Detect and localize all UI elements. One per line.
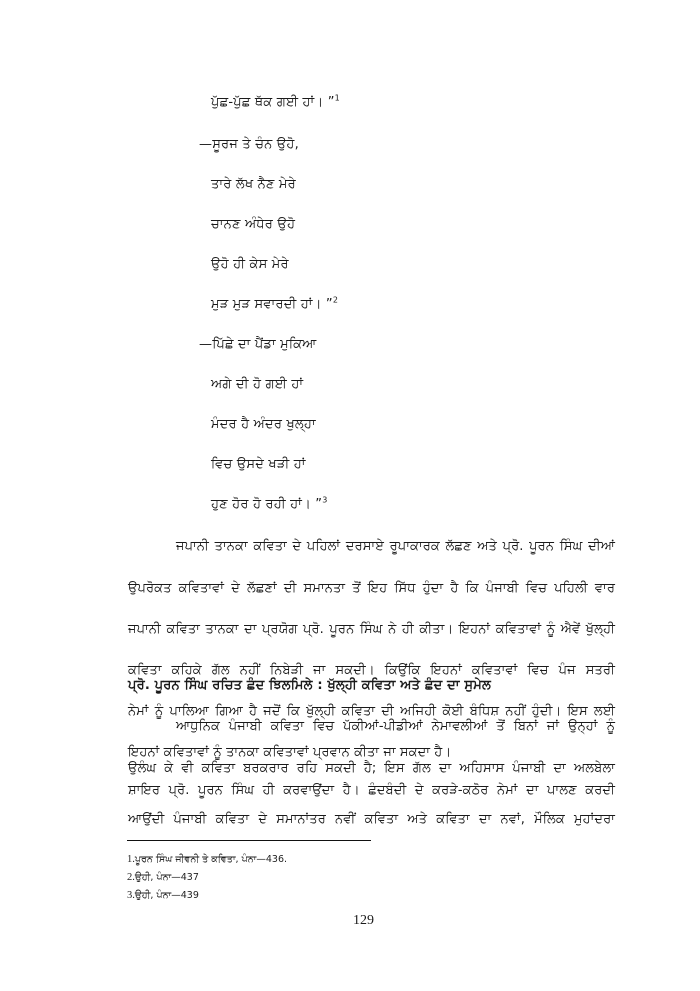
- footnote-2: [127, 871, 199, 884]
- footnote-reference[interactable]: 2: [332, 295, 339, 305]
- poem-line-text: ਚਾਨਣ ਅੰਧੇਰ ਉਹੋ: [211, 217, 296, 232]
- footnote-text: ਪੂਰਨ ਸਿੰਘ ਜੀਵਨੀ ਤੇ ਕਵਿਤਾ, ਪੰਨਾ—436.: [134, 854, 288, 865]
- paragraph-line: ਇਹਨਾਂ ਕਵਿਤਾਵਾਂ ਨੂੰ ਤਾਨਕਾ ਕਵਿਤਾਵਾਂ ਪ੍ਰਵਾਨ ਕੀਤਾ ਜਾ ਸਕਦਾ ਹੈ।: [128, 745, 452, 760]
- paragraph-line: ਨੇਮਾਂ ਨੂੰ ਪਾਲਿਆ ਗਿਆ ਹੈ ਜਦੋਂ ਕਿ ਖੁੱਲ੍ਹੀ ਕਵਿਤਾ ਦੀ ਅਜਿਹੀ ਕੋਈ ਬੰਧਿਸ਼ ਨਹੀਂ ਹੁੰਦੀ। ਇਸ ਲਈ: [128, 704, 615, 719]
- poem-line: [199, 336, 317, 354]
- paragraph-line: ਕਵਿਤਾ ਕਹਿਕੇ ਗੱਲ ਨਹੀਂ ਨਿਬੇੜੀ ਜਾ ਸਕਦੀ। ਕਿਉਂਕਿ ਇਹਨਾਂ ਕਵਿਤਾਵਾਂ ਵਿਚ ਪੰਜ ਸਤਰੀ: [128, 663, 615, 678]
- poem-line-text: ਪੁੱਛ-ਪੁੱਛ ਥੱਕ ਗਈ ਹਾਂ। ”: [211, 95, 335, 110]
- paragraph-line: ਸ਼ਾਇਰ ਪ੍ਰੋ. ਪੂਰਨ ਸਿੰਘ ਹੀ ਕਰਵਾਉਂਦਾ ਹੈ। ਛੰਦਬੰਦੀ ਦੇ ਕਰੜੇ-ਕਠੋਰ ਨੇਮਾਂ ਦਾ ਪਾਲਣ ਕਰਦੀ: [128, 783, 615, 798]
- footnote-1: [127, 853, 287, 866]
- paragraph-line: ਆਧੁਨਿਕ ਪੰਜਾਬੀ ਕਵਿਤਾ ਵਿਚ ਪੱਕੀਆਂ-ਪੀਡੀਆਂ ਨੇਮਾਵਲੀਆਂ ਤੋਂ ਬਿਨਾਂ ਜਾਂ ਉਨ੍ਹਾਂ ਨੂੰ: [176, 719, 615, 734]
- poem-line-text: —ਪਿੱਛੇ ਦਾ ਪੈਂਡਾ ਮੁਕਿਆ: [199, 337, 317, 352]
- poem-line: [211, 216, 295, 234]
- poem-line: [211, 296, 338, 314]
- poem-line: [211, 94, 340, 112]
- footnote-reference[interactable]: 1: [334, 93, 340, 103]
- page-number: 129: [353, 913, 374, 928]
- poem-line: [211, 496, 328, 514]
- poem-line: [211, 176, 296, 194]
- footnote-number: 3.: [127, 890, 135, 901]
- footnote-text: ਉਹੀ, ਪੰਨਾ—439: [134, 890, 199, 901]
- paragraph-line: ਉਲੰਘ ਕੇ ਵੀ ਕਵਿਤਾ ਬਰਕਰਾਰ ਰਹਿ ਸਕਦੀ ਹੈ; ਇਸ ਗੱਲ ਦਾ ਅਹਿਸਾਸ ਪੰਜਾਬੀ ਦਾ ਅਲਬੇਲਾ: [128, 761, 615, 776]
- poem-line-text: ਅਗੇ ਦੀ ਹੋ ਗਈ ਹਾਂ: [211, 377, 304, 392]
- poem-line: [211, 416, 316, 434]
- section-heading: ਪ੍ਰੋ. ਪੂਰਨ ਸਿੰਘ ਰਚਿਤ ਛੰਦ ਝਿਲਮਿਲੇ : ਖੁੱਲ੍ਹੀ ਕਵਿਤਾ ਅਤੇ ਛੰਦ ਦਾ ਸੁਮੇਲ: [128, 678, 492, 693]
- poem-line: [211, 456, 306, 474]
- paragraph-line: ਜਪਾਨੀ ਕਵਿਤਾ ਤਾਨਕਾ ਦਾ ਪ੍ਰਯੋਗ ਪ੍ਰੋ. ਪੂਰਨ ਸਿੰਘ ਨੇ ਹੀ ਕੀਤਾ। ਇਹਨਾਂ ਕਵਿਤਾਵਾਂ ਨੂੰ ਐਵੇਂ ਖੁੱਲ੍ਹੀ: [128, 622, 615, 637]
- footnote-text: ਉਹੀ, ਪੰਨਾ—437: [134, 872, 199, 883]
- poem-line: [211, 376, 303, 394]
- footnote-number: 1.: [127, 854, 135, 865]
- poem-line-text: —ਸੂਰਜ ਤੇ ਚੰਨ ਉਹੋ,: [199, 137, 299, 152]
- poem-line-text: ਤਾਰੇ ਲੱਖ ਨੈਣ ਮੇਰੇ: [211, 177, 296, 192]
- paragraph-line: ਉਪਰੋਕਤ ਕਵਿਤਾਵਾਂ ਦੇ ਲੱਛਣਾਂ ਦੀ ਸਮਾਨਤਾ ਤੋਂ ਇਹ ਸਿੱਧ ਹੁੰਦਾ ਹੈ ਕਿ ਪੰਜਾਬੀ ਵਿਚ ਪਹਿਲੀ ਵਾਰ: [128, 581, 615, 596]
- poem-line-text: ਮੰਦਰ ਹੈ ਅੰਦਰ ਖੁਲ੍ਹਾ: [211, 417, 316, 432]
- poem-line-text: ਵਿਚ ਉਸਦੇ ਖੜੀ ਹਾਂ: [211, 457, 306, 472]
- paragraph-line: ਜਪਾਨੀ ਤਾਨਕਾ ਕਵਿਤਾ ਦੇ ਪਹਿਲਾਂ ਦਰਸਾਏ ਰੂਪਾਕਾਰਕ ਲੱਛਣ ਅਤੇ ਪ੍ਰੋ. ਪੂਰਨ ਸਿੰਘ ਦੀਆਂ: [176, 539, 615, 554]
- footnote-3: [127, 889, 199, 902]
- footnote-number: 2.: [127, 872, 135, 883]
- poem-line-text: ਮੁੜ ਮੁੜ ਸਵਾਰਦੀ ਹਾਂ। ”: [211, 297, 333, 312]
- poem-line: [211, 256, 289, 274]
- footnote-reference[interactable]: 3: [322, 495, 328, 505]
- poem-line-text: ਉਹੋ ਹੀ ਕੇਸ ਮੇਰੇ: [211, 257, 289, 272]
- poem-line: [199, 136, 299, 154]
- poem-line-text: ਹੁਣ ਹੋਰ ਹੋ ਰਹੀ ਹਾਂ। ”: [211, 497, 323, 512]
- footnote-divider: [127, 840, 371, 841]
- paragraph-line: ਆਉਂਦੀ ਪੰਜਾਬੀ ਕਵਿਤਾ ਦੇ ਸਮਾਨਾਂਤਰ ਨਵੀਂ ਕਵਿਤਾ ਅਤੇ ਕਵਿਤਾ ਦਾ ਨਵਾਂ, ਮੌਲਿਕ ਮੁਹਾਂਦਰਾ: [128, 812, 615, 827]
